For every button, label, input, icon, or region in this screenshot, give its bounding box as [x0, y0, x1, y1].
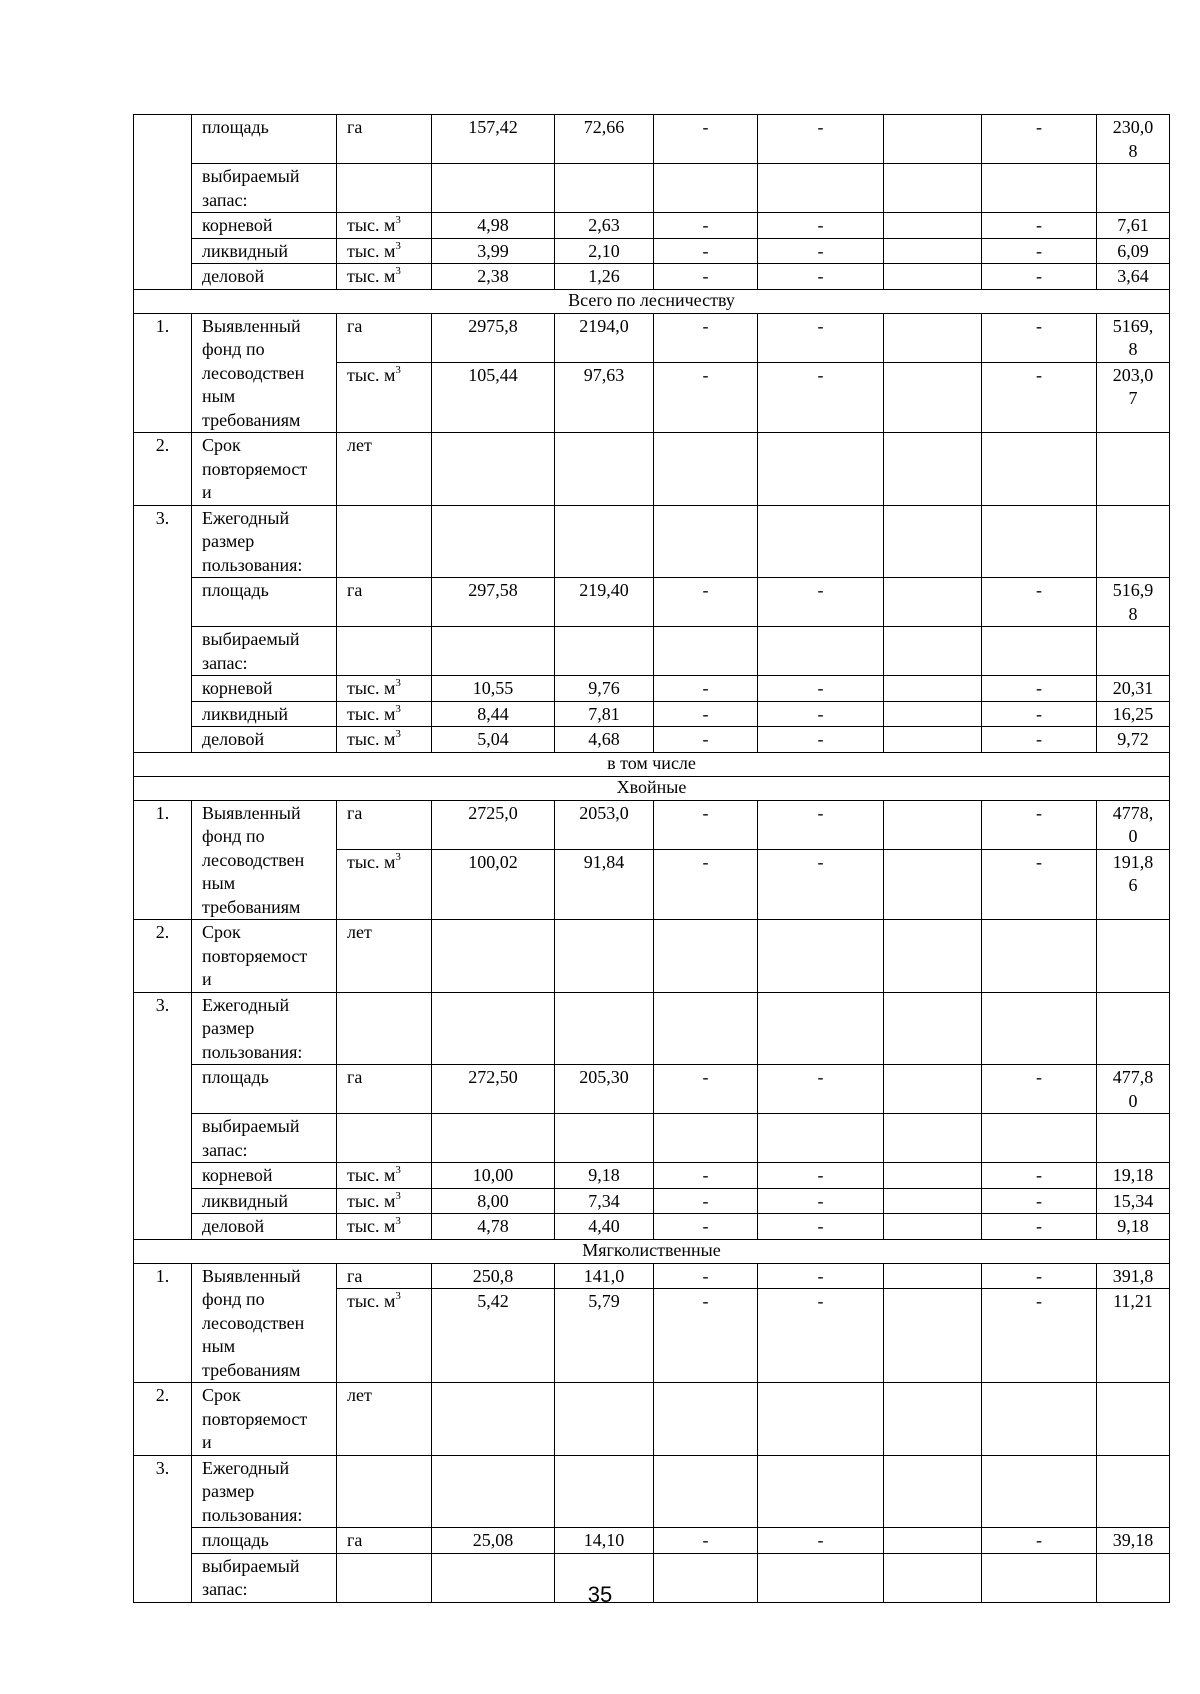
row-label: корневой [192, 213, 337, 239]
unit-cell: тыс. $м^3$ [337, 1289, 432, 1383]
section-heading-row [134, 289, 1170, 313]
unit-cell: лет [337, 433, 432, 506]
unit-cell: лет [337, 920, 432, 993]
table-row: площадь га 297,58 219,40 - - - 516,9 8 [134, 578, 1170, 627]
table-row: корневой тыс. $м^3$ 10,55 9,76 - - - 20,31 [134, 676, 1170, 702]
value-cell: 157,42 [432, 115, 555, 164]
section-title: Всего по лесничеству [134, 289, 1170, 313]
table-row: тыс. $м^3$ 5,42 5,79 - - - 11,21 [134, 1289, 1170, 1383]
row-label: площадь [192, 578, 337, 627]
row-label: ликвидный [192, 1188, 337, 1214]
table-row: тыс. $м^3$ 105,44 97,63 - - - 203,0 7 [134, 362, 1170, 432]
total-cell: 39,18 [1097, 1528, 1170, 1554]
row-number: 1. [134, 1263, 192, 1383]
value-cell [884, 115, 982, 164]
value-cell: 2,63 [555, 213, 654, 239]
unit-cell: тыс. $м^3$ [337, 1188, 432, 1214]
table-row [134, 164, 1170, 213]
row-number: 2. [134, 1383, 192, 1456]
unit-cell: тыс. $м^3$ [337, 849, 432, 919]
table-row: площадь га 25,08 14,10 - - - 39,18 [134, 1528, 1170, 1554]
row-label: корневой [192, 1163, 337, 1189]
value-cell: 72,66 [555, 115, 654, 164]
value-cell: - [654, 115, 758, 164]
total-cell: 11,21 [1097, 1289, 1170, 1383]
total-cell: 477,8 0 [1097, 1065, 1170, 1114]
row-label: Срок повторяемост и [192, 1383, 337, 1456]
unit-cell: га [337, 1065, 432, 1114]
row-number: 3. [134, 505, 192, 752]
total-cell: 3,64 [1097, 264, 1170, 290]
section-title: Хвойные [134, 776, 1170, 800]
row-label: выбираемый запас: [192, 1553, 337, 1602]
row-label: деловой [192, 264, 337, 290]
row-label: корневой [192, 676, 337, 702]
row-label: Срок повторяемост и [192, 433, 337, 506]
row-label: ликвидный [192, 238, 337, 264]
total-cell: 4778, 0 [1097, 800, 1170, 849]
page-number: 35 [587, 1582, 613, 1607]
table-row: деловой тыс. $м^3$ 2,38 1,26 - - - 3,64 [134, 264, 1170, 290]
value-cell: 2,38 [432, 264, 555, 290]
row-label: Ежегодный размер пользования: [192, 1455, 337, 1528]
row-label: Выявленный фонд по лесоводствен ным требованиям [192, 800, 337, 920]
total-cell: 516,9 8 [1097, 578, 1170, 627]
table-row: корневой тыс. $м^3$ 10,00 9,18 - - - 19,18 [134, 1163, 1170, 1189]
section-heading-row [134, 1239, 1170, 1263]
unit-cell: га [337, 578, 432, 627]
unit-cell: тыс. $м^3$ [337, 213, 432, 239]
section-heading-row [134, 752, 1170, 776]
value-cell: 4,98 [432, 213, 555, 239]
total-cell: 191,8 6 [1097, 849, 1170, 919]
total-cell: 5169, 8 [1097, 313, 1170, 362]
unit-cell: га [337, 313, 432, 362]
unit-cell: га [337, 800, 432, 849]
row-label: выбираемый запас: [192, 627, 337, 676]
row-label: Срок повторяемост и [192, 920, 337, 993]
unit-cell: тыс. $м^3$ [337, 701, 432, 727]
total-cell: 9,18 [1097, 1214, 1170, 1240]
row-label: площадь [192, 1065, 337, 1114]
table-row [134, 1383, 1170, 1456]
table-row [134, 627, 1170, 676]
row-label: Выявленный фонд по лесоводствен ным требованиям [192, 313, 337, 433]
table-row: корневой тыс. $м^3$ 4,98 2,63 - - - 7,61 [134, 213, 1170, 239]
total-cell: 230,0 8 [1097, 115, 1170, 164]
section-title: Мягколиственные [134, 1239, 1170, 1263]
table-row: 1. Выявленный фонд по лесоводствен ным требованиям га 2975,8 2194,0 - - - 5169, 8 [134, 313, 1170, 362]
value-cell: - [982, 115, 1097, 164]
row-number: 2. [134, 920, 192, 993]
unit-cell: га [337, 115, 432, 164]
table-row: 1. Выявленный фонд по лесоводствен ным требованиям га 2725,0 2053,0 - - - 4778, 0 [134, 800, 1170, 849]
row-number: 2. [134, 433, 192, 506]
table-row: площадь га 272,50 205,30 - - - 477,8 0 [134, 1065, 1170, 1114]
value-cell: 2,10 [555, 238, 654, 264]
unit-cell: тыс. $м^3$ [337, 727, 432, 753]
row-label: деловой [192, 727, 337, 753]
row-label: деловой [192, 1214, 337, 1240]
total-cell: 6,09 [1097, 238, 1170, 264]
row-number: 1. [134, 313, 192, 433]
table-row: ликвидный тыс. $м^3$ 8,44 7,81 - - - 16,25 [134, 701, 1170, 727]
unit-cell: тыс. $м^3$ [337, 264, 432, 290]
table-row: деловой тыс. $м^3$ 5,04 4,68 - - - 9,72 [134, 727, 1170, 753]
value-cell: - [758, 115, 884, 164]
total-cell: 391,8 [1097, 1263, 1170, 1289]
unit-cell: га [337, 1263, 432, 1289]
section-heading-row [134, 776, 1170, 800]
table-row: 1. Выявленный фонд по лесоводствен ным требованиям га 250,8 141,0 - - - 391,8 [134, 1263, 1170, 1289]
table-row: ликвидный тыс. $м^3$ 8,00 7,34 - - - 15,34 [134, 1188, 1170, 1214]
table-row [134, 992, 1170, 1065]
section-subtitle: в том числе [134, 752, 1170, 776]
value-cell: 3,99 [432, 238, 555, 264]
row-label: ликвидный [192, 701, 337, 727]
row-label: площадь [192, 115, 337, 164]
unit-cell: тыс. $м^3$ [337, 1163, 432, 1189]
table-row [134, 433, 1170, 506]
table-row: ликвидный тыс. $м^3$ 3,99 2,10 - - - 6,09 [134, 238, 1170, 264]
total-cell: 20,31 [1097, 676, 1170, 702]
row-label: площадь [192, 1528, 337, 1554]
row-label: Выявленный фонд по лесоводствен ным требованиям [192, 1263, 337, 1383]
row-number: 1. [134, 800, 192, 920]
table-row [134, 920, 1170, 993]
total-cell: 9,72 [1097, 727, 1170, 753]
table-row [134, 1455, 1170, 1528]
total-cell: 16,25 [1097, 701, 1170, 727]
row-label: Ежегодный размер пользования: [192, 992, 337, 1065]
unit-cell: тыс. $м^3$ [337, 362, 432, 432]
table-row: деловой тыс. $м^3$ 4,78 4,40 - - - 9,18 [134, 1214, 1170, 1240]
table-row [134, 505, 1170, 578]
unit-cell: лет [337, 1383, 432, 1456]
row-number: 3. [134, 1455, 192, 1602]
row-number-cell [134, 115, 192, 290]
total-cell: 203,0 7 [1097, 362, 1170, 432]
total-cell: 19,18 [1097, 1163, 1170, 1189]
value-cell: 1,26 [555, 264, 654, 290]
total-cell: 15,34 [1097, 1188, 1170, 1214]
row-label: выбираемый запас: [192, 1114, 337, 1163]
unit-cell: тыс. $м^3$ [337, 676, 432, 702]
unit-cell: тыс. $м^3$ [337, 238, 432, 264]
table-row: тыс. $м^3$ 100,02 91,84 - - - 191,8 6 [134, 849, 1170, 919]
table-row [134, 115, 1170, 164]
row-label: Ежегодный размер пользования: [192, 505, 337, 578]
table-row [134, 1114, 1170, 1163]
row-number: 3. [134, 992, 192, 1239]
unit-cell: тыс. $м^3$ [337, 1214, 432, 1240]
unit-cell: га [337, 1528, 432, 1554]
total-cell: 7,61 [1097, 213, 1170, 239]
row-label: выбираемый запас: [192, 164, 337, 213]
forest-use-table [133, 114, 1170, 1603]
